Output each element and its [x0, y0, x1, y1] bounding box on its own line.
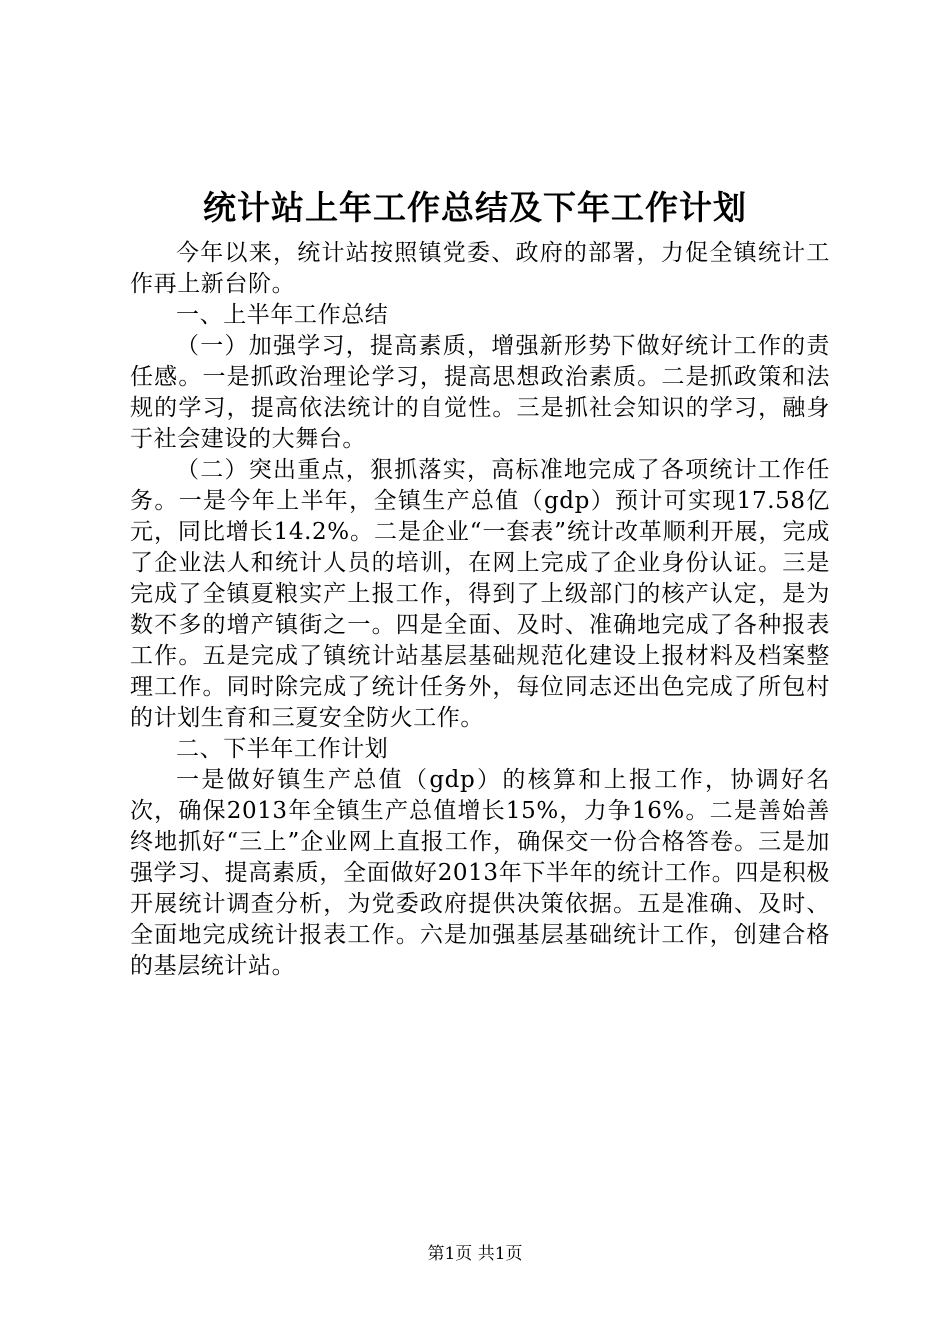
page-number-footer: 第1页 共1页	[427, 1244, 523, 1264]
paragraph-study-quality: （一）加强学习，提高素质，增强新形势下做好统计工作的责任感。一是抓政治理论学习，提高思想政治素质。二是抓政策和法规的学习，提高依法统计的自觉性。三是抓社会知识的学习，融身于社会建设的大舞台。	[130, 333, 830, 452]
paragraph-key-tasks: （二）突出重点，狠抓落实，高标准地完成了各项统计工作任务。一是今年上半年，全镇生产总值（gdp）预计可实现17.58亿元，同比增长14.2%。二是企业“一套表”统计改革顺利开展，完成了企业法人和统计人员的培训，在网上完成了企业身份认证。三是完成了全镇夏粮实产上报工作，得到了上级部门的核产认定，是为数不多的增产镇街之一。四是全面、及时、准确地完成了各种报表工作。五是完成了镇统计站基层基础规范化建设上报材料及档案整理工作。同时除完成了统计任务外，每位同志还出色完成了所包村的计划生育和三夏安全防火工作。	[130, 457, 830, 731]
document-title: 统计站上年工作总结及下年工作计划	[203, 188, 747, 227]
section-heading-second-half: 二、下半年工作计划	[176, 736, 389, 762]
section-heading-first-half: 一、上半年工作总结	[176, 302, 389, 328]
paragraph-plan: 一是做好镇生产总值（gdp）的核算和上报工作，协调好名次，确保2013年全镇生产总值增长15%，力争16%。二是善始善终地抓好“三上”企业网上直报工作，确保交一份合格答卷。三是加强学习、提高素质，全面做好2013年下半年的统计工作。四是积极开展统计调查分析，为党委政府提供决策依据。五是准确、及时、全面地完成统计报表工作。六是加强基层基础统计工作，创建合格的基层统计站。	[130, 767, 830, 979]
document-body	[130, 238, 830, 982]
intro-paragraph: 今年以来，统计站按照镇党委、政府的部署，力促全镇统计工作再上新台阶。	[130, 240, 830, 297]
